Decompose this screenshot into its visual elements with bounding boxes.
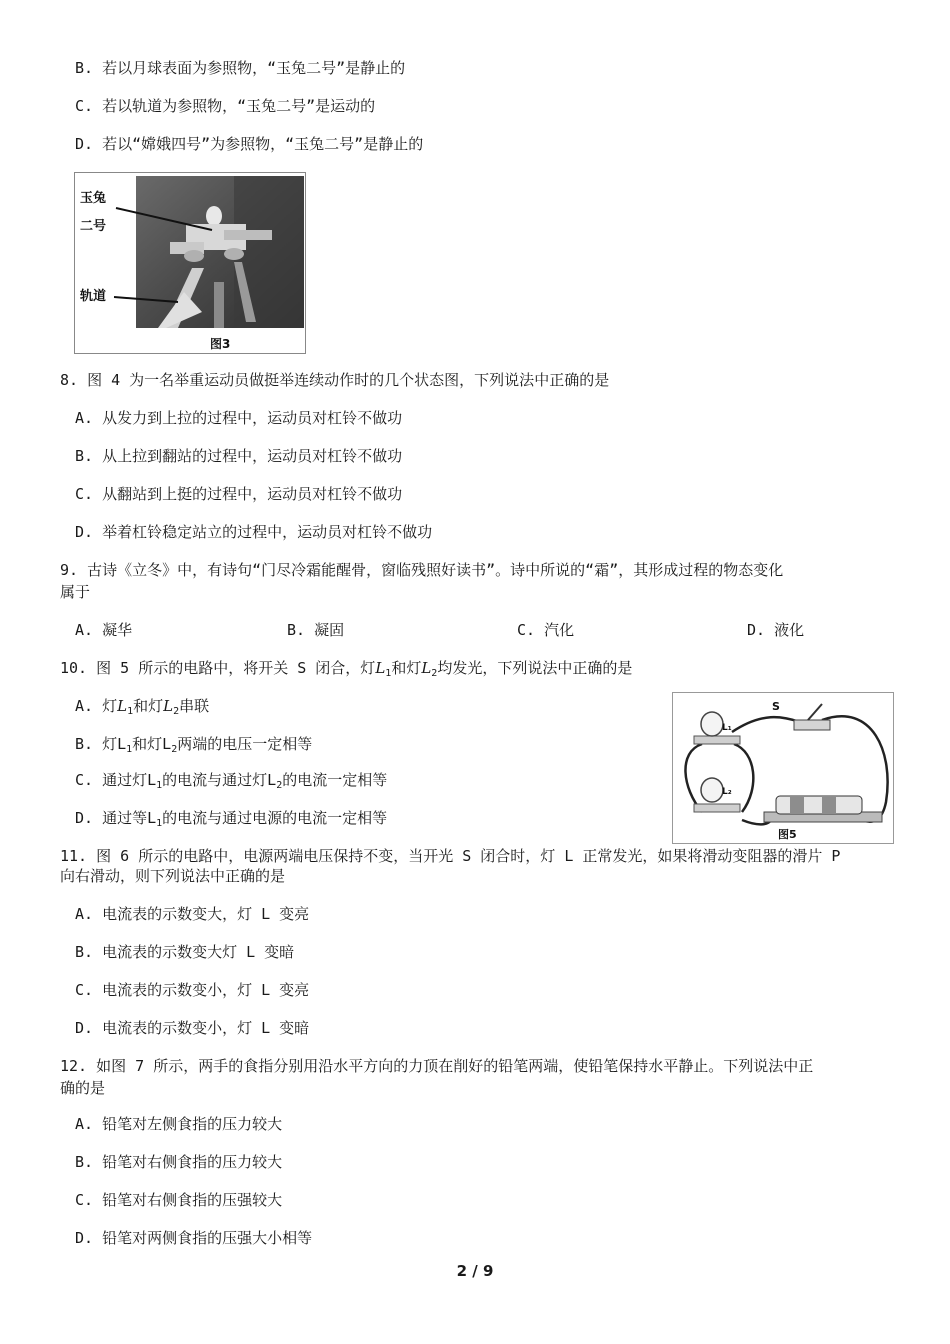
q11-stem-line-2: 向右滑动，则下列说法中正确的是	[60, 867, 286, 885]
figure-3-rover-photo	[74, 172, 306, 354]
figure-5-circuit-photo	[672, 692, 894, 844]
figure-3-caption: 图3	[210, 337, 231, 351]
q12-option-c: C. 铅笔对右侧食指的压强较大	[75, 1191, 283, 1209]
q8-option-c: C. 从翻站到上挺的过程中，运动员对杠铃不做功	[75, 485, 403, 503]
q9-stem-line-2: 属于	[60, 583, 91, 601]
q12-option-d: D. 铅笔对两侧食指的压强大小相等	[75, 1229, 313, 1247]
figure-5-caption: 图5	[778, 828, 797, 841]
q10-option-d: D. 通过等$L_1$的电流与通过电源的电流一定相等	[75, 809, 388, 829]
q12-stem-line-1: 12. 如图 7 所示，两手的食指分别用沿水平方向的力顶在削好的铅笔两端，使铅笔保持水平静止。下列说法中正	[60, 1057, 814, 1075]
figure-3-label-rover-2: 二号	[80, 219, 107, 234]
q8-option-b: B. 从上拉到翻站的过程中，运动员对杠铃不做功	[75, 447, 403, 465]
q10-stem: 10. 图 5 所示的电路中，将开关 S 闭合，灯$L_1$和灯$L_2$均发光，下列说法中正确的是	[60, 659, 633, 679]
q11-option-b: B. 电流表的示数变大灯 L 变暗	[75, 943, 295, 961]
q9-option-a: A. 凝华	[75, 621, 133, 639]
q8-option-a: A. 从发力到上拉的过程中，运动员对杠铃不做功	[75, 409, 403, 427]
figure-3-label-rover-1: 玉兔	[80, 191, 107, 206]
q11-option-c: C. 电流表的示数变小，灯 L 变亮	[75, 981, 310, 999]
q11-stem-line-1: 11. 图 6 所示的电路中，电源两端电压保持不变，当开光 S 闭合时，灯 L 正常发光，如果将滑动变阻器的滑片 P	[60, 847, 841, 865]
figure-5-label-s: S	[772, 700, 780, 713]
q9-option-b: B. 凝固	[287, 621, 345, 639]
figure-5-label-l1: L₁	[722, 723, 732, 733]
q11-option-a: A. 电流表的示数变大，灯 L 变亮	[75, 905, 310, 923]
page-number: 2 / 9	[456, 1262, 494, 1280]
q10-option-c: C. 通过灯$L_1$的电流与通过灯$L_2$的电流一定相等	[75, 771, 388, 791]
q9-stem-line-1: 9. 古诗《立冬》中，有诗句“门尽冷霜能醒骨，窗临残照好读书”。诗中所说的“霜”，其形成过程的物态变化	[60, 561, 784, 579]
figure-3-label-track: 轨道	[80, 289, 107, 304]
q9-option-c: C. 汽化	[517, 621, 575, 639]
q10-option-a: A. 灯$L_1$和灯$L_2$串联	[75, 697, 210, 717]
q10-option-b: B. 灯$L_1$和灯$L_2$两端的电压一定相等	[75, 735, 313, 755]
q7-option-c: C. 若以轨道为参照物，“玉兔二号”是运动的	[75, 97, 376, 115]
q7-option-b: B. 若以月球表面为参照物，“玉兔二号”是静止的	[75, 59, 406, 77]
q7-option-d: D. 若以“嫦娥四号”为参照物，“玉兔二号”是静止的	[75, 135, 424, 153]
q9-option-d: D. 液化	[747, 621, 805, 639]
figure-5-label-l2: L₂	[722, 787, 732, 797]
q12-stem-line-2: 确的是	[60, 1079, 106, 1097]
q11-option-d: D. 电流表的示数变小，灯 L 变暗	[75, 1019, 310, 1037]
q12-option-b: B. 铅笔对右侧食指的压力较大	[75, 1153, 283, 1171]
q8-stem: 8. 图 4 为一名举重运动员做挺举连续动作时的几个状态图，下列说法中正确的是	[60, 371, 610, 389]
q8-option-d: D. 举着杠铃稳定站立的过程中，运动员对杠铃不做功	[75, 523, 433, 541]
q12-option-a: A. 铅笔对左侧食指的压力较大	[75, 1115, 283, 1133]
